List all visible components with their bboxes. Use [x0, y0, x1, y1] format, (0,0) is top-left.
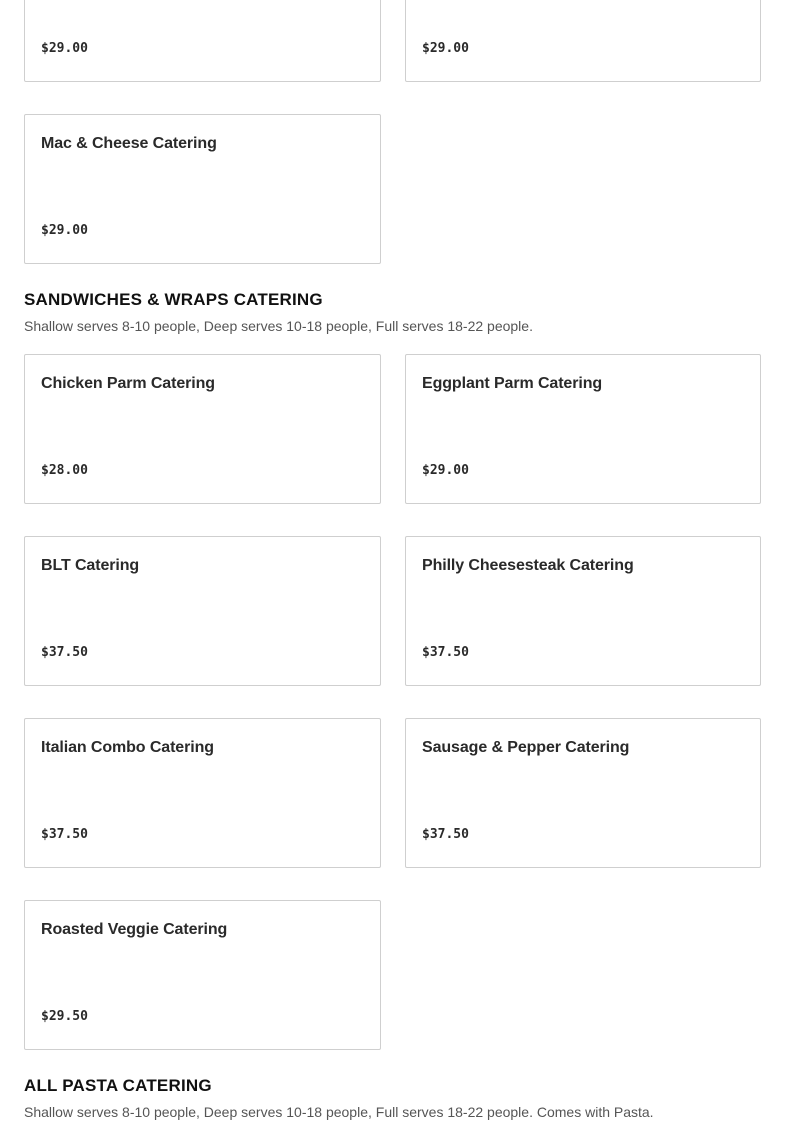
- menu-item-card[interactable]: [405, 0, 761, 82]
- section-description: Shallow serves 8-10 people, Deep serves 10-18 people, Full serves 18-22 people. Comes with Pasta.: [24, 1104, 654, 1120]
- menu-item-name: Mac & Cheese Catering: [41, 135, 217, 152]
- menu-item-price: $29.00: [422, 463, 469, 478]
- menu-item-card[interactable]: [24, 718, 381, 868]
- menu-item-price: $37.50: [422, 827, 469, 842]
- menu-item-card[interactable]: [24, 354, 381, 504]
- menu-item-price: $28.00: [41, 463, 88, 478]
- menu-item-card[interactable]: [405, 536, 761, 686]
- menu-item-name: Sausage & Pepper Catering: [422, 739, 630, 756]
- menu-item-name: Italian Combo Catering: [41, 739, 214, 756]
- menu-item-price: $29.00: [41, 41, 88, 56]
- menu-item-card[interactable]: [405, 354, 761, 504]
- menu-item-card[interactable]: [24, 536, 381, 686]
- menu-item-price: $37.50: [422, 645, 469, 660]
- menu-item-price: $29.00: [422, 41, 469, 56]
- menu-item-name: Eggplant Parm Catering: [422, 375, 603, 392]
- menu-item-name: Roasted Veggie Catering: [41, 921, 228, 938]
- menu-item-price: $37.50: [41, 827, 88, 842]
- menu-item-name: Philly Cheesesteak Catering: [422, 557, 634, 574]
- menu-item-name: BLT Catering: [41, 557, 140, 574]
- section-title: SANDWICHES & WRAPS CATERING: [24, 290, 323, 309]
- section-title: ALL PASTA CATERING: [24, 1076, 212, 1095]
- menu-item-price: $37.50: [41, 645, 88, 660]
- section-description: Shallow serves 8-10 people, Deep serves 10-18 people, Full serves 18-22 people.: [24, 318, 533, 334]
- menu-item-price: $29.00: [41, 223, 88, 238]
- menu-item-price: $29.50: [41, 1009, 88, 1024]
- menu-item-card[interactable]: [24, 0, 381, 82]
- menu-item-card[interactable]: [405, 718, 761, 868]
- menu-item-card[interactable]: [24, 900, 381, 1050]
- menu-item-name: Chicken Parm Catering: [41, 375, 215, 392]
- menu-item-card[interactable]: [24, 114, 381, 264]
